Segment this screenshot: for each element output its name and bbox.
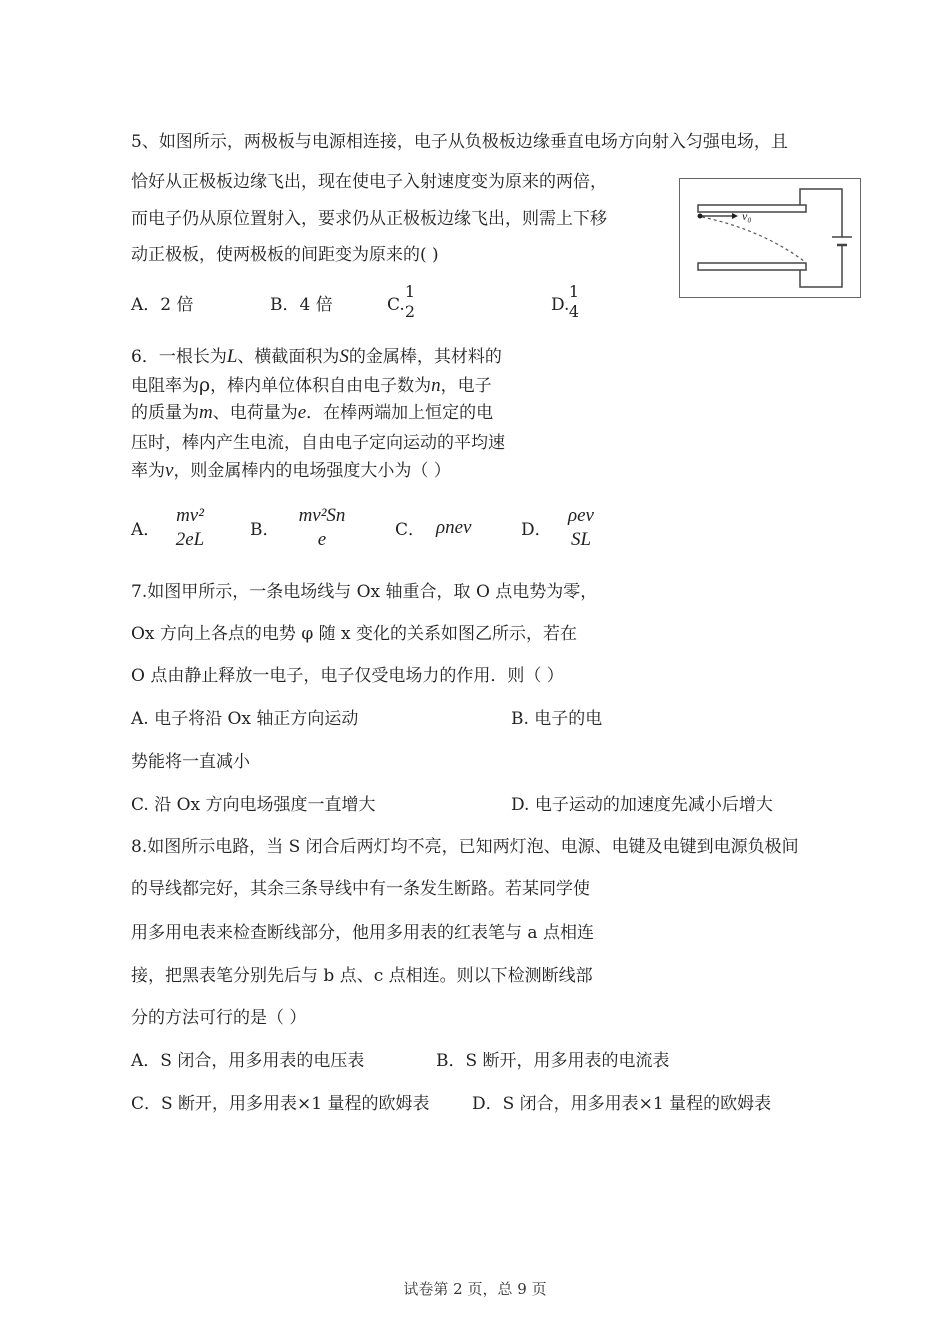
q5-line4: 动正极板，使两极板的间距变为原来的( ) (131, 245, 439, 265)
q7-option-a: A. 电子将沿 Ox 轴正方向运动 (131, 709, 359, 729)
q6-option-b-fraction: mv²Sn e (298, 505, 346, 550)
q6-line5: 率为v，则金属棒内的电场强度大小为（ ） (131, 460, 451, 481)
q6-option-d-label: D． (521, 520, 552, 540)
q6-line4: 压时，棒内产生电流，自由电子定向运动的平均速 (131, 433, 505, 453)
q5-option-d-den: 4 (568, 302, 580, 321)
q5-option-a: A．2 倍 (131, 295, 194, 315)
q6-line2: 电阻率为ρ，棒内单位体积自由电子数为n，电子 (131, 374, 492, 396)
q6-line3: 的质量为m、电荷量为e．在棒两端加上恒定的电 (131, 402, 494, 423)
q6-option-c-label: C． (395, 520, 426, 540)
q7-line2: Ox 方向上各点的电势 φ 随 x 变化的关系如图乙所示，若在 (131, 624, 578, 644)
q7-line1: 7.如图甲所示，一条电场线与 Ox 轴重合，取 O 点电势为零， (131, 582, 598, 602)
q5-figure-label: v₀ (742, 209, 752, 223)
q6-option-c-value: ρnev (436, 517, 472, 538)
q5-capacitor-figure (679, 178, 861, 298)
q5-option-c-label: C. (387, 295, 405, 315)
q5-option-d-label: D. (551, 295, 570, 315)
q7-option-d: D. 电子运动的加速度先减小后增大 (511, 795, 773, 815)
q5-line2: 恰好从正极板边缘飞出，现在使电子入射速度变为原来的两倍， (131, 172, 607, 192)
capacitor-diagram-icon (680, 179, 860, 297)
q5-line3: 而电子仍从原位置射入，要求仍从正极板边缘飞出，则需上下移 (131, 209, 607, 229)
q8-option-a: A．S 闭合，用多用表的电压表 (131, 1051, 365, 1071)
q5-option-b: B．4 倍 (270, 295, 333, 315)
q8-option-b: B．S 断开，用多用表的电流表 (436, 1051, 670, 1071)
q7-option-b: B. 电子的电 (511, 709, 603, 729)
q8-line1: 8.如图所示电路，当 S 闭合后两灯均不亮，已知两灯泡、电源、电键及电键到电源负极间 (131, 837, 799, 857)
q8-line4: 接，把黑表笔分别先后与 b 点、c 点相连。则以下检测断线部 (131, 966, 593, 986)
page-footer: 试卷第 2 页，总 9 页 (403, 1280, 547, 1298)
q5-option-c-num: 1 (404, 282, 416, 301)
q8-line5: 分的方法可行的是（ ） (131, 1008, 307, 1028)
q5-option-c-fraction (403, 282, 417, 322)
q6-option-d-fraction: ρev SL (568, 505, 594, 550)
q8-option-c: C．S 断开，用多用表×1 量程的欧姆表 (131, 1094, 430, 1114)
q5-option-c-den: 2 (404, 302, 416, 321)
q7-line3: O 点由静止释放一电子，电子仅受电场力的作用．则（ ） (131, 666, 564, 686)
q8-option-d: D．S 闭合，用多用表×1 量程的欧姆表 (472, 1094, 772, 1114)
q6-option-a-fraction: mv² 2eL (175, 505, 205, 550)
q8-line2: 的导线都完好，其余三条导线中有一条发生断路。若某同学使 (131, 879, 590, 899)
q6-line1: 6．一根长为L、横截面积为S的金属棒，其材料的 (131, 346, 502, 367)
q5-option-d-num: 1 (568, 282, 580, 301)
q6-option-a-label: A． (131, 520, 161, 540)
q5-option-d-fraction (567, 282, 581, 322)
q5-line1: 5、如图所示，两极板与电源相连接，电子从负极板边缘垂直电场方向射入匀强电场，且 (131, 132, 788, 152)
q7-option-b-continued: 势能将一直减小 (131, 752, 250, 772)
q6-option-b-label: B． (250, 520, 280, 540)
q8-line3: 用多用电表来检查断线部分，他用多用表的红表笔与 a 点相连 (131, 923, 594, 943)
q7-option-c: C. 沿 Ox 方向电场强度一直增大 (131, 795, 376, 815)
